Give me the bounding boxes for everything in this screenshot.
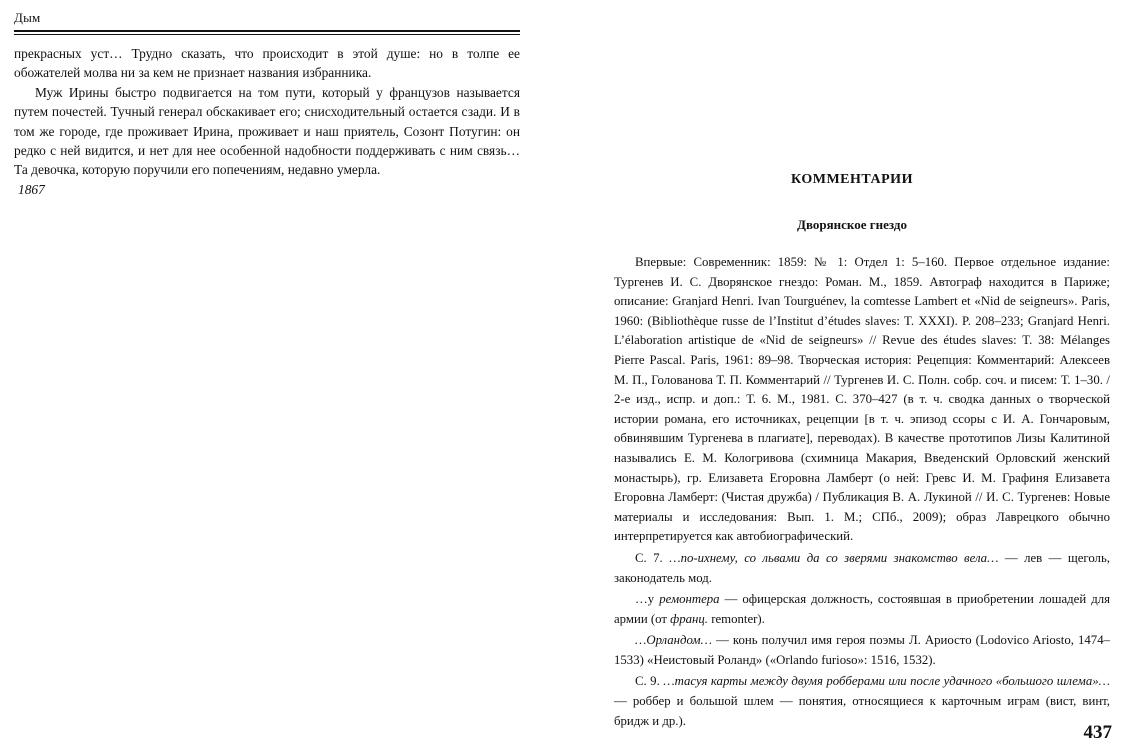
note-text: — лев — щеголь, законодатель мод. [614, 550, 1110, 585]
note-text: — офицерская должность, состоявшая в приобретении лошадей для армии (от [614, 592, 1110, 626]
note-ref: С. 7. [635, 550, 670, 565]
note-lang-abbrev: франц. [670, 611, 709, 626]
note-quote: …тасуя карты между двумя робберами или после удачного «большого шлема»… [663, 674, 1110, 689]
note-quote: …по-ихнему, со львами да со зверями знакомство вела… [669, 550, 999, 565]
commentary-paragraph: Впервые: Современник: 1859: № 1: Отдел 1: 5–160. Первое отдельное издание: Тургенев И. С. Дворянское гнездо: Роман. М., 1859. Автограф находится в Париже; описание: Granjard Henri. Ivan Tourguénev, la comtesse Lambert et «Nid de seigneurs». Paris, 1960: (Bibliothèque russe de l’Institut d’études slaves: T. XXXI). P. 208–233; Granjard Henri. L’élaboration artistique de «Nid de seigneurs» // Revue des études slaves: T. 38: Mélanges Pierre Pascal. Paris, 1961: 89–98. Творческая история: Рецепция: Комментарий: Алексеев М. П., Голованова Т. П. Комментарий // Тургенев И. С. Полн. собр. соч. и писем: Т. 1–30. / 2-е изд., испр. и доп.: Т. 6. М., 1981. С. 370–427 (в т. ч. сводка данных о творческой истории романа, его источниках, рецепции [в т. ч. эпизод ссоры с И. А. Гончаровым, обвинявшим Тургенева в плагиате], переводах). В качестве прототипов Лизы Калитиной назывались Е. М. Кологривова (схимница Макария, Введенский Орловский женский монастырь), гр. Елизавета Егоровна Ламберт (о ней: Гревс И. М. Графиня Елизавета Егоровна Ламберт: (Чистая дружба) / Публикация В. А. Лукиной // И. С. Тургенев: Новые материалы и исследования: Вып. 1. М.; СПб., 2009); образ Лаврецкого обычно интерпретируется как автобиографический. [614, 255, 1110, 544]
note-tail: remonter). [708, 611, 765, 626]
note-prefix: …у [635, 592, 660, 607]
paragraph: прекрасных уст… Трудно сказать, что происходит в этой душе: но в толпе ее обожателей молва ни за кем не признает названия избранника. [14, 46, 520, 81]
note-quote: ремонтера [659, 592, 720, 607]
note-ref: С. 9. [635, 674, 664, 689]
note-text: — конь получил имя героя поэмы Л. Ариосто (Lodovico Ariosto, 1474–1533) «Неистовый Роланд» («Orlando furioso»: 1516, 1532). [614, 633, 1110, 667]
commentary-note [614, 631, 1110, 670]
commentary-note [614, 672, 1110, 731]
section-title: КОММЕНТАРИИ [791, 172, 913, 187]
note-text: — роббер и большой шлем — понятия, относящиеся к карточным играм (вист, винт, бридж и др.). [614, 694, 1110, 728]
commentary-note [614, 590, 1110, 629]
right-page [562, 0, 1124, 756]
commentary-note [614, 549, 1110, 588]
running-head: Дым [14, 10, 41, 25]
section-subtitle: Дворянское гнездо [797, 217, 907, 232]
page-number: 437 [1083, 722, 1112, 743]
header-rule [14, 30, 520, 32]
note-quote: …Орландом… [635, 633, 712, 648]
novel-text [14, 44, 520, 199]
commentary-text [614, 253, 1110, 731]
header-rule-thin [14, 34, 520, 35]
date-line: 1867 [18, 181, 45, 197]
paragraph: Муж Ирины быстро подвигается на том пути, который у французов называется путем почестей. Тучный генерал обскакивает его; снисходительный остается сзади. И в том же городе, где проживает Ирина, проживает и наш приятель, Созонт Потугин: он редко с ней видится, и нет для нее особенной надобности поддерживать с ним связь… Та девочка, которую поручили его попечениям, недавно умерла. [14, 84, 520, 178]
